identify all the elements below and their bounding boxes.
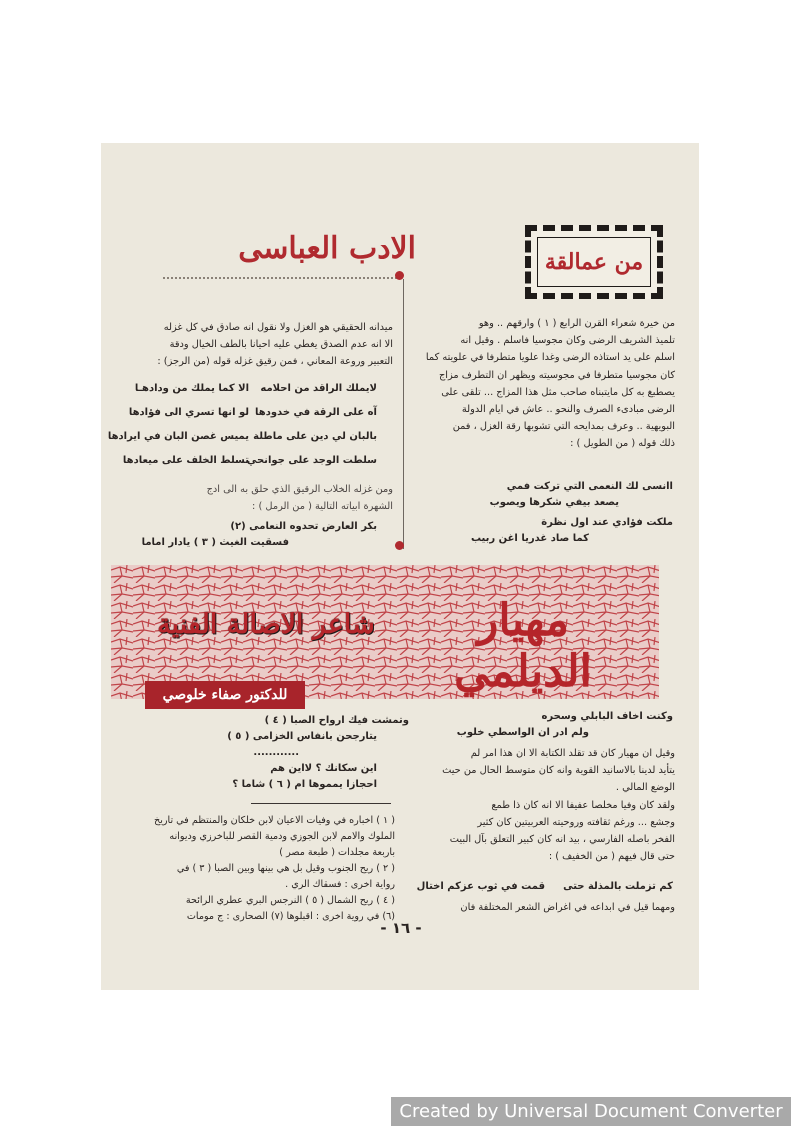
lower-right-text	[413, 745, 675, 865]
page-title: الادب العباسى	[238, 231, 416, 266]
text-line: ومن غزله الخلاب الرقيق الذي حلق به الى ادج	[206, 484, 393, 495]
text-line: ميدانه الحقيقي هو الغزل ولا نقول انه صادق في كل غزله	[163, 322, 393, 333]
verse-hemistich: لايملك الراقد من احلامه	[260, 383, 377, 394]
verse-line: بكر العارض تحدوه النعامى (٢)	[230, 521, 377, 532]
column-rule	[403, 279, 404, 549]
text-line: الرضى مبادىء الصرف والنحو .. عاش في ايام الدولة	[461, 404, 675, 416]
verse-line: اين سكانك ؟ لااين هم	[270, 763, 377, 774]
footnote-line: باربعة مجلدات ( طبعة مصر )	[279, 847, 395, 858]
text-line: الا انه عدم الصدق يغطي عليه احيانا بالطف الخيال ودقة	[169, 339, 393, 351]
text-line: حتى قال فيهم ( من الخفيف ) :	[548, 851, 675, 863]
verse-line: وكنت اخاف البابلي وسحره	[541, 711, 673, 722]
verse-hemistich: بالبان لي دين على ماطلة	[253, 431, 377, 442]
rule-end-dot	[395, 541, 404, 550]
footnote-line: ( ٤ ) ريح الشمال ( ٥ ) النرجس البري عطري الرائحة	[185, 895, 395, 906]
section-badge	[525, 225, 663, 299]
verse-line: يتارجحن بانفاس الخزامى ( ٥ )	[227, 731, 377, 742]
text-line: ومهما قيل في ابداعه في اغراض الشعر المختلفة فان	[460, 902, 675, 913]
left-column-text-2	[115, 481, 393, 515]
right-column-text	[417, 315, 675, 453]
text-line: يصطبغ به كل مايتبناه صاحب مثل هذا المزاج ... تلقى على	[441, 386, 675, 398]
text-line: وجشع ... ورغم ثقافته وروحيته العربيتين كان كثير	[477, 816, 675, 828]
banner-subtitle: شاعر الاصالة الفنية	[157, 609, 375, 640]
text-line: التعبير وروعة المعاني ، فمن رقيق غزله قوله (من الرجز) :	[157, 356, 393, 368]
footnotes	[115, 813, 395, 925]
footnote-line: ( ٢ ) ريح الجنوب وقيل بل هي بينها وبين الصبا ( ٣ ) في	[176, 863, 395, 874]
verse-hemistich: سلطت الوجد على جوانحي	[246, 455, 377, 466]
banner-poet-name: مهيار الديلمي	[454, 595, 592, 697]
footnote-line: (٦) في روية اخرى : اقبلوها (٧) الصحارى : ج مومات	[186, 911, 395, 922]
verse-line: ملكت فؤادي عند اول نظرة	[541, 517, 673, 528]
verse-line: وتمشت فيك ارواح الصبا ( ٤ )	[264, 715, 409, 726]
verse-line: كما صاد غدريا اغن ربيب	[470, 533, 589, 544]
badge-label: من عمالقة	[544, 249, 644, 275]
watermark: Created by Universal Document Converter	[391, 1097, 791, 1126]
verse-line: اانسى لك النعمى التي تركت فمي	[506, 481, 673, 492]
text-line: الفخر باصله الفارسي ، بيد انه كان كبير التعلق بآل البيت	[449, 834, 675, 846]
footnote-rule	[251, 803, 391, 804]
text-line: البويهية .. وعرف بمدايحه التي تشوبها رقة الغزل ، فمن	[452, 421, 675, 433]
magazine-page	[101, 143, 699, 990]
title-banner	[111, 565, 659, 699]
text-line: وقيل ان مهيار كان قد تقلد الكتابة الا ان هذا امر لم	[470, 748, 675, 759]
text-line: اسلم على يد استاذه الرضى وغدا علويا متطرفا في علويته كما	[425, 352, 675, 364]
verse-hemistich: آه على الرقة في خدودها	[255, 407, 377, 418]
verse-hemistich: الا كما يملك من ودادهـا	[134, 383, 249, 394]
text-line: الوضع المالي .	[615, 782, 675, 794]
text-line: من خيرة شعراء القرن الرابع ( ١ ) وارقهم .. وهو	[478, 318, 675, 329]
badge-frame	[537, 237, 651, 287]
verse-line: ولم ادر ان الواسطي خلوب	[456, 727, 589, 738]
footnote-line: رواية اخرى : فسقاك الري .	[285, 879, 395, 890]
verse-hemistich: كم تزملت بالمذلة حتى	[563, 881, 673, 892]
text-line: يتأيد لدينا بالاسانيد القوية وانه كان متوسط الحال من حيث	[442, 765, 675, 777]
verse-hemistich: يميس غصن البان في ايرادها	[107, 431, 249, 442]
verse-hemistich: قمت في ثوب عزكم اختال	[416, 881, 545, 892]
text-line: كان مجوسيا متطرفا في مجوسيته ويظهر ان التطرف مزاج	[438, 369, 675, 381]
title-divider	[163, 271, 401, 279]
text-line: ولقد كان وفيا مخلصا عفيفا الا انه كان ذا طمع	[491, 799, 675, 811]
footnote-line: الملوك والامم لابن الجوزي ودمية القصر للباخرزي وديوانه	[169, 831, 395, 842]
verse-line: فسقيت الغيث ( ٣ ) يادار اماما	[141, 537, 289, 548]
text-line: تلميذ الشريف الرضى وكان مجوسيا فاسلم . وقيل انه	[460, 335, 675, 347]
verse-hemistich: لو انها تسري الى فؤادها	[128, 407, 249, 418]
text-line: الشهرة ابياته التالية ( من الرمل ) :	[252, 501, 393, 513]
verse-hemistich: تسلط الخلف على ميعادها	[122, 455, 249, 466]
verse-line: يصعد بيفي شكرها ويصوب	[489, 497, 619, 508]
footnote-line: ( ١ ) اخباره في وفيات الاعيان لابن خلكان والمنتظم في تاريخ	[154, 815, 395, 826]
verse-line: احجازا يمموها ام ( ٦ ) شاما ؟	[232, 779, 377, 790]
verse-ellipsis: ............	[253, 747, 299, 758]
page-number: - ١٦ -	[380, 919, 422, 937]
author-byline: للدكتور صفاء خلوصي	[145, 681, 305, 709]
left-column-text	[115, 319, 393, 371]
text-line: ذلك قوله ( من الطويل ) :	[570, 438, 675, 450]
